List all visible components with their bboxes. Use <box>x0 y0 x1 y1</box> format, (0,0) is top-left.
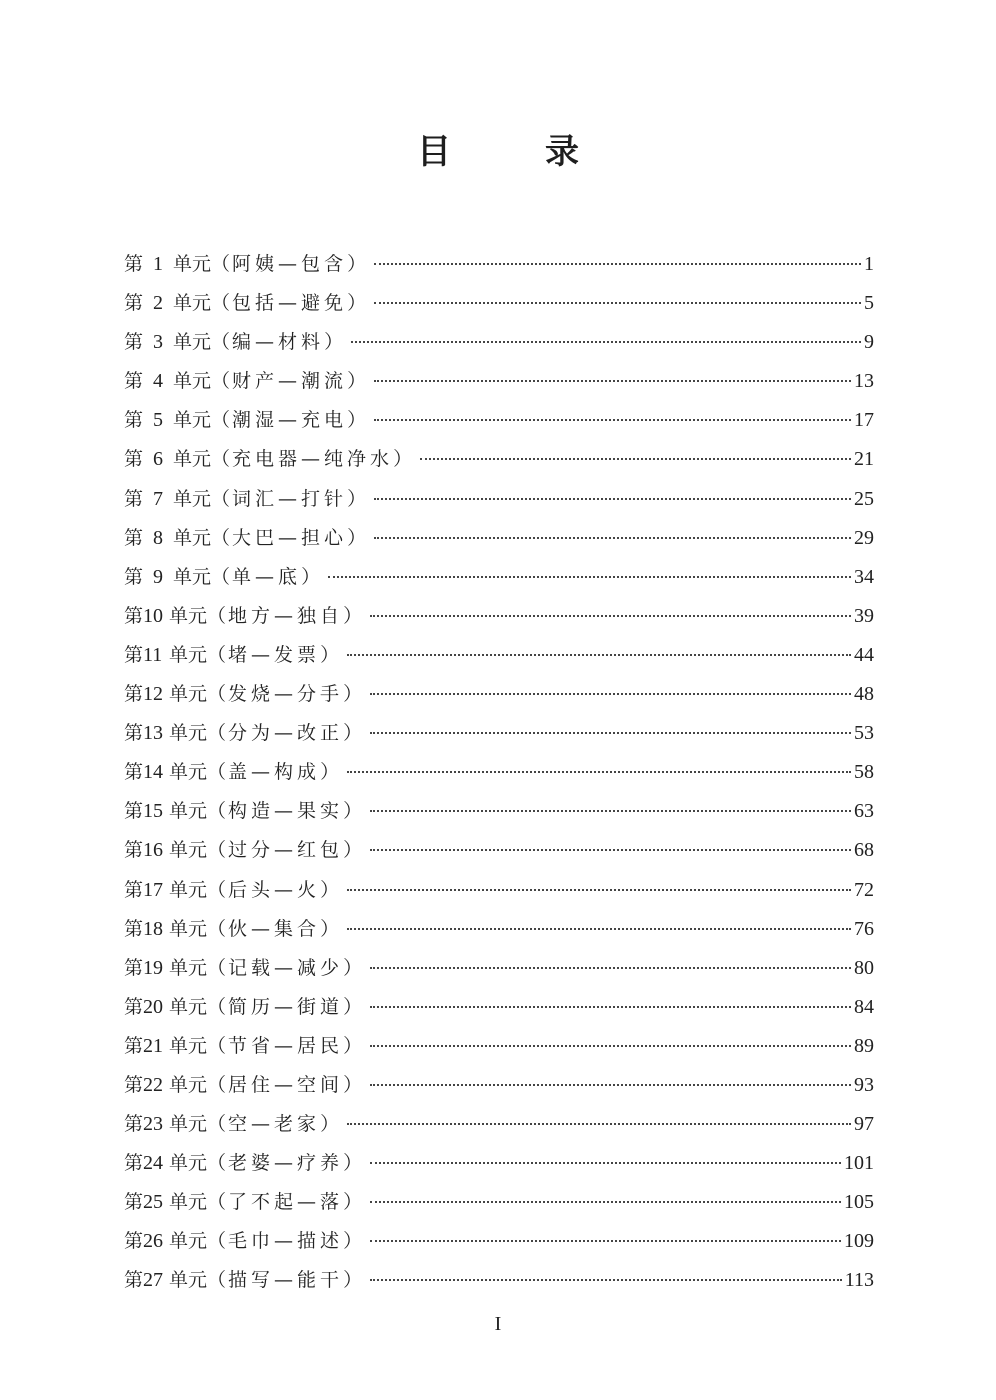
close-paren: ） <box>343 683 365 706</box>
toc-entry[interactable] <box>124 440 874 479</box>
unit-prefix: 第 <box>124 526 144 549</box>
toc-entry[interactable] <box>124 480 874 519</box>
toc-entry[interactable] <box>124 949 874 988</box>
close-paren: ） <box>343 722 365 745</box>
unit-word: 单元 <box>173 487 212 510</box>
unit-prefix: 第 <box>124 292 144 315</box>
page-number: 39 <box>854 604 874 627</box>
open-paren: （ <box>207 878 229 901</box>
close-paren: ） <box>301 565 323 588</box>
toc-entry[interactable] <box>124 1066 874 1105</box>
unit-word: 单元 <box>169 839 208 862</box>
close-paren: ） <box>347 292 369 315</box>
page-number: 105 <box>844 1191 874 1214</box>
unit-number: 6 <box>153 448 164 471</box>
unit-number: 27 <box>143 1269 164 1292</box>
unit-word-range: 构造—果实 <box>228 800 344 823</box>
unit-word: 单元 <box>169 878 208 901</box>
open-paren: （ <box>207 683 229 706</box>
dot-leader <box>374 419 851 421</box>
unit-word: 单元 <box>169 683 208 706</box>
unit-number: 5 <box>153 409 164 432</box>
unit-prefix: 第 <box>124 683 144 706</box>
close-paren: ） <box>343 839 365 862</box>
dot-leader <box>420 458 851 460</box>
unit-word: 单元 <box>169 917 208 940</box>
unit-word: 单元 <box>169 995 208 1018</box>
unit-number: 19 <box>143 956 164 979</box>
dot-leader <box>347 771 851 773</box>
dot-leader <box>370 849 851 851</box>
unit-prefix: 第 <box>124 409 144 432</box>
unit-word: 单元 <box>169 643 208 666</box>
open-paren: （ <box>211 331 233 354</box>
dot-leader <box>370 615 851 617</box>
close-paren: ） <box>347 526 369 549</box>
page-number: 34 <box>854 565 874 588</box>
unit-word: 单元 <box>169 761 208 784</box>
unit-word-range: 分为—改正 <box>228 722 344 745</box>
unit-word: 单元 <box>173 331 212 354</box>
footer-page-number: I <box>494 1313 502 1335</box>
page-number: 5 <box>864 292 874 315</box>
toc-entry[interactable] <box>124 753 874 792</box>
page-number: 84 <box>854 995 874 1018</box>
table-of-contents <box>124 245 874 1301</box>
page-number: 113 <box>844 1269 874 1292</box>
unit-word-range: 过分—红包 <box>228 839 344 862</box>
open-paren: （ <box>207 1230 229 1253</box>
unit-word-range: 居住—空间 <box>228 1073 344 1096</box>
unit-word: 单元 <box>169 1152 208 1175</box>
unit-word-range: 词汇—打针 <box>232 487 348 510</box>
unit-word-range: 单—底 <box>232 565 302 588</box>
open-paren: （ <box>211 409 233 432</box>
unit-prefix: 第 <box>124 722 144 745</box>
unit-word-range: 堵—发票 <box>228 643 321 666</box>
unit-prefix: 第 <box>124 1191 144 1214</box>
open-paren: （ <box>207 839 229 862</box>
dot-leader <box>328 576 851 578</box>
unit-prefix: 第 <box>124 1269 144 1292</box>
unit-number: 17 <box>143 878 164 901</box>
open-paren: （ <box>207 1073 229 1096</box>
unit-word: 单元 <box>173 370 212 393</box>
open-paren: （ <box>207 1113 229 1136</box>
unit-word: 单元 <box>169 1191 208 1214</box>
open-paren: （ <box>207 917 229 940</box>
unit-prefix: 第 <box>124 370 144 393</box>
close-paren: ） <box>320 643 342 666</box>
unit-prefix: 第 <box>124 917 144 940</box>
dot-leader <box>370 1084 851 1086</box>
page-number: 53 <box>854 722 874 745</box>
toc-entry[interactable] <box>124 636 874 675</box>
unit-number: 2 <box>153 292 164 315</box>
dot-leader <box>370 1201 841 1203</box>
toc-entry[interactable] <box>124 597 874 636</box>
close-paren: ） <box>343 1230 365 1253</box>
page-number: 44 <box>854 643 874 666</box>
close-paren: ） <box>393 448 415 471</box>
unit-number: 26 <box>143 1230 164 1253</box>
close-paren: ） <box>343 956 365 979</box>
dot-leader <box>370 1045 851 1047</box>
unit-word-range: 描写—能干 <box>228 1269 344 1292</box>
unit-word-range: 编—材料 <box>232 331 325 354</box>
toc-entry[interactable] <box>124 519 874 558</box>
close-paren: ） <box>343 1073 365 1096</box>
toc-entry[interactable] <box>124 910 874 949</box>
open-paren: （ <box>207 1191 229 1214</box>
unit-word: 单元 <box>169 1034 208 1057</box>
unit-prefix: 第 <box>124 604 144 627</box>
unit-word-range: 记载—减少 <box>228 956 344 979</box>
page-number: 97 <box>854 1113 874 1136</box>
unit-number: 15 <box>143 800 164 823</box>
unit-word-range: 潮湿—充电 <box>232 409 348 432</box>
dot-leader <box>374 302 861 304</box>
unit-prefix: 第 <box>124 878 144 901</box>
open-paren: （ <box>211 253 233 275</box>
toc-entry[interactable] <box>124 1183 874 1222</box>
open-paren: （ <box>207 995 229 1018</box>
page-number: 72 <box>854 878 874 901</box>
unit-word-range: 简历—街道 <box>228 995 344 1018</box>
unit-word-range: 发烧—分手 <box>228 683 344 706</box>
open-paren: （ <box>207 1152 229 1175</box>
close-paren: ） <box>320 917 342 940</box>
unit-prefix: 第 <box>124 839 144 862</box>
toc-entry[interactable] <box>124 284 874 323</box>
toc-entry[interactable] <box>124 1144 874 1183</box>
toc-entry[interactable] <box>124 1222 874 1261</box>
unit-number: 1 <box>153 253 164 275</box>
toc-entry[interactable] <box>124 362 874 401</box>
unit-word: 单元 <box>169 722 208 745</box>
unit-word: 单元 <box>169 1113 208 1136</box>
unit-prefix: 第 <box>124 800 144 823</box>
close-paren: ） <box>343 1269 365 1292</box>
unit-word: 单元 <box>169 604 208 627</box>
page-number: 21 <box>854 448 874 471</box>
open-paren: （ <box>207 956 229 979</box>
unit-word: 单元 <box>169 1073 208 1096</box>
unit-number: 20 <box>143 995 164 1018</box>
unit-prefix: 第 <box>124 448 144 471</box>
unit-number: 14 <box>143 761 164 784</box>
open-paren: （ <box>207 800 229 823</box>
unit-prefix: 第 <box>124 1034 144 1057</box>
toc-entry[interactable] <box>124 675 874 714</box>
unit-prefix: 第 <box>124 565 144 588</box>
page-number: 93 <box>854 1073 874 1096</box>
dot-leader <box>370 967 851 969</box>
unit-prefix: 第 <box>124 1113 144 1136</box>
toc-entry[interactable] <box>124 323 874 362</box>
page-number: 29 <box>854 526 874 549</box>
unit-prefix: 第 <box>124 487 144 510</box>
dot-leader <box>347 654 851 656</box>
unit-prefix: 第 <box>124 1073 144 1096</box>
unit-word-range: 伙—集合 <box>228 917 321 940</box>
unit-number: 7 <box>153 487 164 510</box>
page-number: 89 <box>854 1034 874 1057</box>
unit-word-range: 老婆—疗养 <box>228 1152 344 1175</box>
unit-word: 单元 <box>173 448 212 471</box>
unit-prefix: 第 <box>124 761 144 784</box>
close-paren: ） <box>343 1191 365 1214</box>
unit-word-range: 毛巾—描述 <box>228 1230 344 1253</box>
dot-leader <box>370 693 851 695</box>
toc-entry[interactable] <box>124 558 874 597</box>
unit-word: 单元 <box>173 409 212 432</box>
close-paren: ） <box>347 253 369 275</box>
page-number: 80 <box>854 956 874 979</box>
unit-number: 18 <box>143 917 164 940</box>
toc-entry[interactable] <box>124 988 874 1027</box>
open-paren: （ <box>207 604 229 627</box>
close-paren: ） <box>347 409 369 432</box>
unit-word-range: 大巴—担心 <box>232 526 348 549</box>
page-number: 48 <box>854 683 874 706</box>
dot-leader <box>374 380 851 382</box>
unit-word-range: 节省—居民 <box>228 1034 344 1057</box>
unit-number: 10 <box>143 604 164 627</box>
unit-word: 单元 <box>173 253 212 275</box>
page-number: 1 <box>864 253 874 275</box>
open-paren: （ <box>211 565 233 588</box>
unit-word-range: 地方—独自 <box>228 604 344 627</box>
dot-leader <box>370 1162 841 1164</box>
dot-leader <box>374 263 861 265</box>
unit-number: 4 <box>153 370 164 393</box>
dot-leader <box>370 1279 842 1281</box>
toc-entry[interactable] <box>124 871 874 910</box>
dot-leader <box>347 928 851 930</box>
close-paren: ） <box>343 1152 365 1175</box>
dot-leader <box>370 732 851 734</box>
unit-number: 22 <box>143 1073 164 1096</box>
unit-number: 24 <box>143 1152 164 1175</box>
unit-prefix: 第 <box>124 331 144 354</box>
toc-entry[interactable] <box>124 831 874 870</box>
close-paren: ） <box>347 370 369 393</box>
unit-number: 13 <box>143 722 164 745</box>
unit-number: 8 <box>153 526 164 549</box>
unit-number: 23 <box>143 1113 164 1136</box>
unit-word: 单元 <box>169 800 208 823</box>
dot-leader <box>374 498 851 500</box>
unit-number: 21 <box>143 1034 164 1057</box>
unit-number: 3 <box>153 331 164 354</box>
close-paren: ） <box>343 1034 365 1057</box>
open-paren: （ <box>211 526 233 549</box>
toc-entry[interactable] <box>124 245 874 284</box>
unit-word: 单元 <box>173 526 212 549</box>
unit-prefix: 第 <box>124 956 144 979</box>
page-number: 13 <box>854 370 874 393</box>
close-paren: ） <box>320 878 342 901</box>
close-paren: ） <box>343 800 365 823</box>
unit-word: 单元 <box>169 1230 208 1253</box>
open-paren: （ <box>211 487 233 510</box>
page-number: 101 <box>844 1152 874 1175</box>
unit-word-range: 包括—避免 <box>232 292 348 315</box>
dot-leader <box>347 889 851 891</box>
open-paren: （ <box>207 761 229 784</box>
page-number: 68 <box>854 839 874 862</box>
toc-entry[interactable] <box>124 1027 874 1066</box>
unit-word: 单元 <box>173 292 212 315</box>
unit-word-range: 财产—潮流 <box>232 370 348 393</box>
unit-word-range: 空—老家 <box>228 1113 321 1136</box>
dot-leader <box>370 1006 851 1008</box>
page-number: 76 <box>854 917 874 940</box>
unit-word: 单元 <box>173 565 212 588</box>
toc-entry[interactable] <box>124 714 874 753</box>
close-paren: ） <box>347 487 369 510</box>
page-number: 9 <box>864 331 874 354</box>
unit-prefix: 第 <box>124 1230 144 1253</box>
close-paren: ） <box>343 604 365 627</box>
page-number: 109 <box>844 1230 874 1253</box>
close-paren: ） <box>320 761 342 784</box>
dot-leader <box>374 537 851 539</box>
open-paren: （ <box>211 448 233 471</box>
unit-prefix: 第 <box>124 643 144 666</box>
page-number: 17 <box>854 409 874 432</box>
dot-leader <box>351 341 861 343</box>
unit-word: 单元 <box>169 956 208 979</box>
unit-prefix: 第 <box>124 1152 144 1175</box>
dot-leader <box>370 1240 841 1242</box>
dot-leader <box>347 1123 851 1125</box>
unit-prefix: 第 <box>124 253 144 275</box>
open-paren: （ <box>207 643 229 666</box>
toc-entry[interactable] <box>124 1261 874 1300</box>
dot-leader <box>370 810 851 812</box>
unit-number: 11 <box>143 643 163 666</box>
open-paren: （ <box>207 1034 229 1057</box>
close-paren: ） <box>324 331 346 354</box>
unit-number: 16 <box>143 839 164 862</box>
page-number: 25 <box>854 487 874 510</box>
page-number: 63 <box>854 800 874 823</box>
unit-word: 单元 <box>169 1269 208 1292</box>
unit-word-range: 了不起—落 <box>228 1191 344 1214</box>
unit-word-range: 后头—火 <box>228 878 321 901</box>
unit-word-range: 充电器—纯净水 <box>232 448 394 471</box>
unit-number: 12 <box>143 683 164 706</box>
close-paren: ） <box>320 1113 342 1136</box>
unit-word-range: 盖—构成 <box>228 761 321 784</box>
toc-entry[interactable] <box>124 792 874 831</box>
toc-entry[interactable] <box>124 1105 874 1144</box>
unit-word-range: 阿姨—包含 <box>232 253 348 275</box>
open-paren: （ <box>207 722 229 745</box>
unit-number: 25 <box>143 1191 164 1214</box>
open-paren: （ <box>211 370 233 393</box>
unit-prefix: 第 <box>124 995 144 1018</box>
close-paren: ） <box>343 995 365 1018</box>
unit-number: 9 <box>153 565 164 588</box>
page-title: 目 录 <box>417 132 609 172</box>
toc-entry[interactable] <box>124 401 874 440</box>
open-paren: （ <box>211 292 233 315</box>
open-paren: （ <box>207 1269 229 1292</box>
page-number: 58 <box>854 761 874 784</box>
